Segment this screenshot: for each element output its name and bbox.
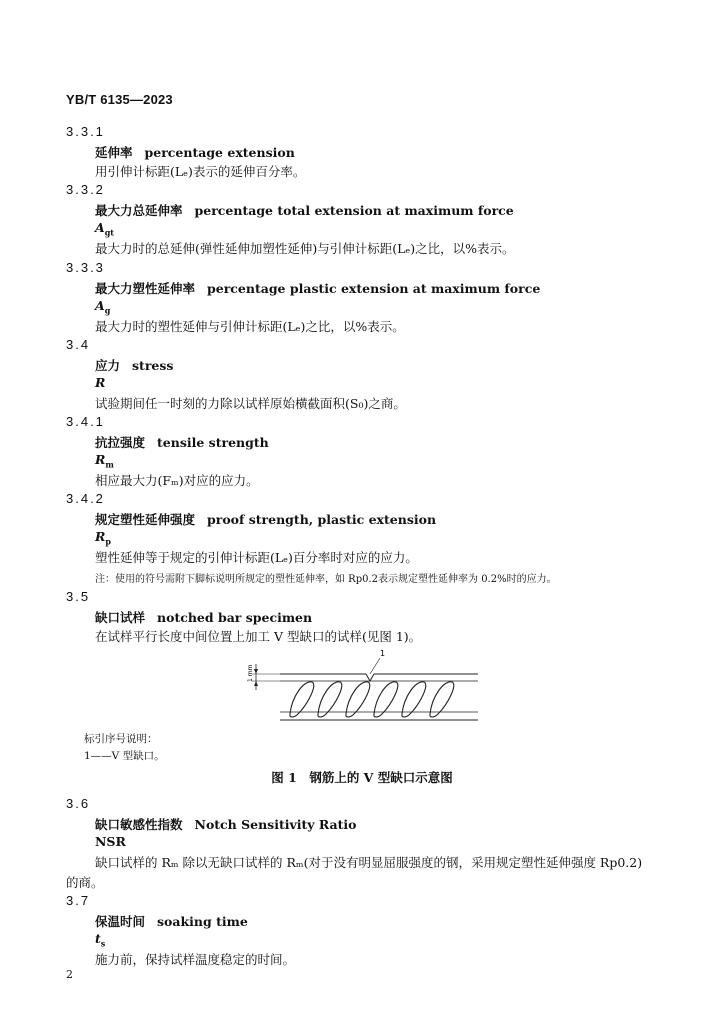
v-notch [366,674,374,681]
symbol: R [95,375,106,390]
clause-number: 3.6 [66,796,91,811]
term-en: proof strength, plastic extension [207,512,437,527]
symbol: $t_s$ [95,931,106,949]
term-cn: 缺口敏感性指数 [95,817,183,832]
term-cn: 最大力总延伸率 [95,203,183,218]
term-heading [95,912,248,930]
term-en: notched bar specimen [157,610,313,625]
term-en: percentage total extension at maximum force [194,203,514,218]
term-en: stress [132,358,174,373]
symbol: $R_m$ [95,452,114,470]
definition: 最大力时的总延伸(弹性延伸加塑性延伸)与引伸计标距(Lₑ)之比，以%表示。 [95,241,515,256]
term-en: soaking time [157,914,248,929]
page-number: 2 [66,968,73,981]
definition: 塑性延伸等于规定的引伸计标距(Lₑ)百分率时对应的应力。 [95,550,418,565]
term-heading [95,201,514,219]
clause-number: 3.3.1 [66,124,105,139]
term-cn: 保温时间 [95,914,146,929]
term-cn: 应力 [95,358,121,373]
dimension-label: 1 mm [247,664,254,682]
term-en: Notch Sensitivity Ratio [194,817,357,832]
symbol: $R_p$ [95,529,111,547]
symbol: $A_g$ [95,298,111,316]
clause-number: 3.4.1 [66,414,105,429]
legend-item: 1——V 型缺口。 [84,750,165,762]
definition: 相应最大力(Fₘ)对应的应力。 [95,473,259,488]
term-heading [95,279,540,297]
term-cn: 抗拉强度 [95,435,146,450]
term-heading [95,143,295,161]
standard-id: YB/T 6135—2023 [66,92,173,107]
note: 注：使用的符号需附下脚标说明所规定的塑性延伸率，如 Rp0.2表示规定塑性延伸率为 0.2%时的应力。 [95,574,557,585]
term-heading [95,608,312,626]
figure-callout: 1 [380,649,386,658]
symbol: NSR [95,834,126,849]
definition: 在试样平行长度中间位置上加工 V 型缺口的试样(见图 1)。 [95,629,422,644]
clause-number: 3.4 [66,337,91,352]
definition: 施力前，保持试样温度稳定的时间。 [95,952,296,967]
term-heading [95,433,269,451]
term-cn: 缺口试样 [95,610,146,625]
definition: 用引伸计标距(Lₑ)表示的延伸百分率。 [95,164,306,179]
definition-continued: 的商。 [66,875,104,890]
term-cn: 延伸率 [95,145,133,160]
clause-number: 3.5 [66,589,91,604]
clause-number: 3.4.2 [66,491,105,506]
definition: 最大力时的塑性延伸与引伸计标距(Lₑ)之比，以%表示。 [95,319,405,334]
definition: 缺口试样的 Rₘ 除以无缺口试样的 Rₘ(对于没有明显屈服强度的钢，采用规定塑性延伸强度 Rp0.2) [95,855,643,870]
term-en: percentage plastic extension at maximum force [207,281,541,296]
term-heading [95,815,357,833]
term-cn: 最大力塑性延伸率 [95,281,196,296]
rebar-notch-figure [248,650,478,728]
symbol: $A_{gt}$ [95,220,114,238]
term-cn: 规定塑性延伸强度 [95,512,196,527]
term-heading [95,356,173,374]
definition: 试验期间任一时刻的力除以试样原始横截面积(S₀)之商。 [95,396,406,411]
figure-caption: 图 1 钢筋上的 V 型缺口示意图 [271,770,453,785]
clause-number: 3.3.2 [66,182,105,197]
clause-number: 3.7 [66,893,91,908]
term-en: tensile strength [157,435,269,450]
term-heading [95,510,436,528]
legend-title: 标引序号说明： [84,733,158,745]
clause-number: 3.3.3 [66,260,105,275]
term-en: percentage extension [144,145,295,160]
